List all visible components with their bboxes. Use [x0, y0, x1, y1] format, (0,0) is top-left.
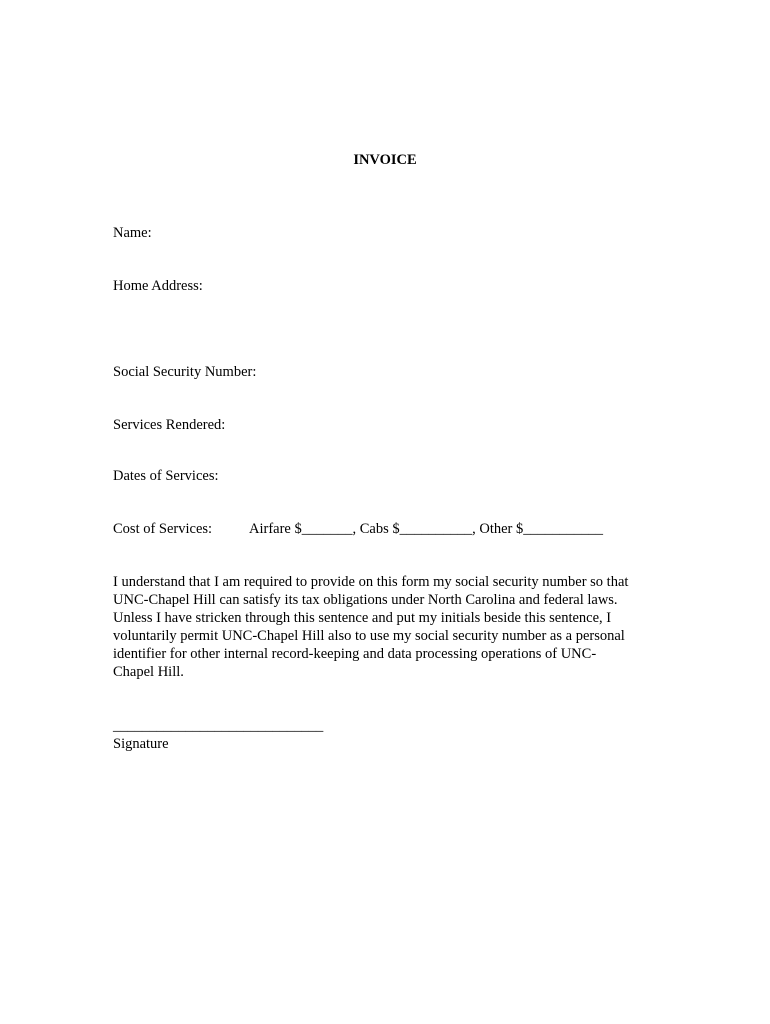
paragraph-line: Chapel Hill. — [113, 663, 184, 680]
home-address-label: Home Address: — [113, 278, 203, 294]
paragraph-line: Unless I have stricken through this sentence and put my initials beside this sentence, I — [113, 609, 612, 626]
signature-label: Signature — [113, 736, 169, 752]
ssn-label: Social Security Number: — [113, 364, 257, 380]
name-label: Name: — [113, 225, 152, 241]
ssn-disclosure-paragraph — [113, 574, 673, 681]
paragraph-line: UNC-Chapel Hill can satisfy its tax obligations under North Carolina and federal laws. — [113, 591, 618, 608]
page-title: INVOICE — [353, 152, 417, 168]
cost-of-services-label: Cost of Services: — [113, 521, 213, 537]
services-rendered-label: Services Rendered: — [113, 417, 226, 433]
signature-line: _____________________________ — [113, 718, 324, 734]
cost-breakdown: Airfare $_______, Cabs $__________, Other $___________ — [249, 521, 603, 537]
paragraph-line: identifier for other internal record-keeping and data processing operations of UNC- — [113, 645, 597, 662]
paragraph-line: I understand that I am required to provide on this form my social security number so that — [113, 574, 629, 590]
dates-of-services-label: Dates of Services: — [113, 468, 219, 484]
paragraph-line: voluntarily permit UNC-Chapel Hill also to use my social security number as a personal — [113, 627, 625, 644]
